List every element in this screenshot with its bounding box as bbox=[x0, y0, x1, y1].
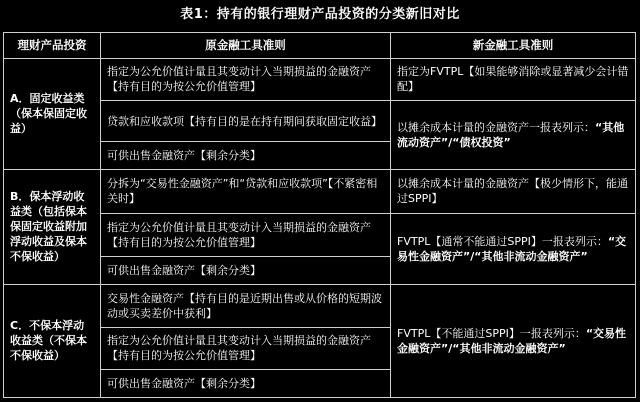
old-floating-1: 分拆为“交易性金融资产”和“贷款和应收款项”【不紧密相关时】 bbox=[101, 169, 391, 214]
category-non-guaranteed: C．不保本浮动收益类（不保本不保收益） bbox=[4, 284, 101, 397]
table-title: 表1：持有的银行理财产品投资的分类新旧对比 bbox=[180, 7, 460, 22]
new-nonguaranteed-1 bbox=[391, 284, 636, 397]
new-fixed-1: 指定为FVTPL【如果能够消除或显著减少会计错配】 bbox=[391, 58, 636, 101]
old-fixed-1: 指定为公允价值计量且其变动计入当期损益的金融资产【持有目的为按公允价值管理】 bbox=[101, 58, 391, 101]
header-row bbox=[4, 33, 636, 59]
table-row bbox=[4, 58, 636, 101]
new-floating-2 bbox=[391, 214, 636, 284]
old-nonguaranteed-3: 可供出售金融资产【剩余分类】 bbox=[101, 370, 391, 398]
header-new-standard: 新金融工具准则 bbox=[391, 33, 636, 59]
new-floating-2-text: FVTPL【通常不能通过SPPI】一报表列示： bbox=[397, 235, 608, 249]
comparison-table bbox=[3, 32, 636, 398]
new-floating-2-bold: “交易性金融资产”/“其他非流动金融资产” bbox=[397, 235, 627, 264]
table-row bbox=[4, 169, 636, 214]
new-floating-1: 以摊余成本计量的金融资产【极少情形下，能通过SPPI】 bbox=[391, 169, 636, 214]
new-fixed-2-text: 以摊余成本计量的金融资产一报表列示： bbox=[397, 120, 595, 134]
old-fixed-2: 贷款和应收款项【持有目的是在持有期间获取固定收益】 bbox=[101, 101, 391, 142]
category-fixed-income: A．固定收益类（保本保固定收益） bbox=[4, 58, 101, 169]
new-fixed-2 bbox=[391, 101, 636, 169]
table-row bbox=[4, 284, 636, 327]
new-nonguaranteed-1-bold: “交易性金融资产”/“其他非流动金融资产” bbox=[397, 326, 627, 355]
old-fixed-3: 可供出售金融资产【剩余分类】 bbox=[101, 141, 391, 169]
new-fixed-2-bold: “其他流动资产”/“债权投资” bbox=[397, 120, 625, 149]
old-floating-2: 指定为公允价值计量且其变动计入当期损益的金融资产【持有目的为按公允价值管理】 bbox=[101, 214, 391, 257]
header-old-standard: 原金融工具准则 bbox=[101, 33, 391, 59]
category-guaranteed-floating: B．保本浮动收益类（包括保本保固定收益附加浮动收益及保本不保收益） bbox=[4, 169, 101, 284]
old-nonguaranteed-2: 指定为公允价值计量且其变动计入当期损益的金融资产【持有目的为按公允价值管理】 bbox=[101, 327, 391, 370]
old-nonguaranteed-1: 交易性金融资产【持有目的是近期出售或从价格的短期波动或买卖差价中获利】 bbox=[101, 284, 391, 327]
old-floating-3: 可供出售金融资产【剩余分类】 bbox=[101, 257, 391, 285]
new-nonguaranteed-1-text: FVTPL【不能通过SPPI】一报表列示： bbox=[397, 326, 586, 340]
header-product: 理财产品投资 bbox=[4, 33, 101, 59]
